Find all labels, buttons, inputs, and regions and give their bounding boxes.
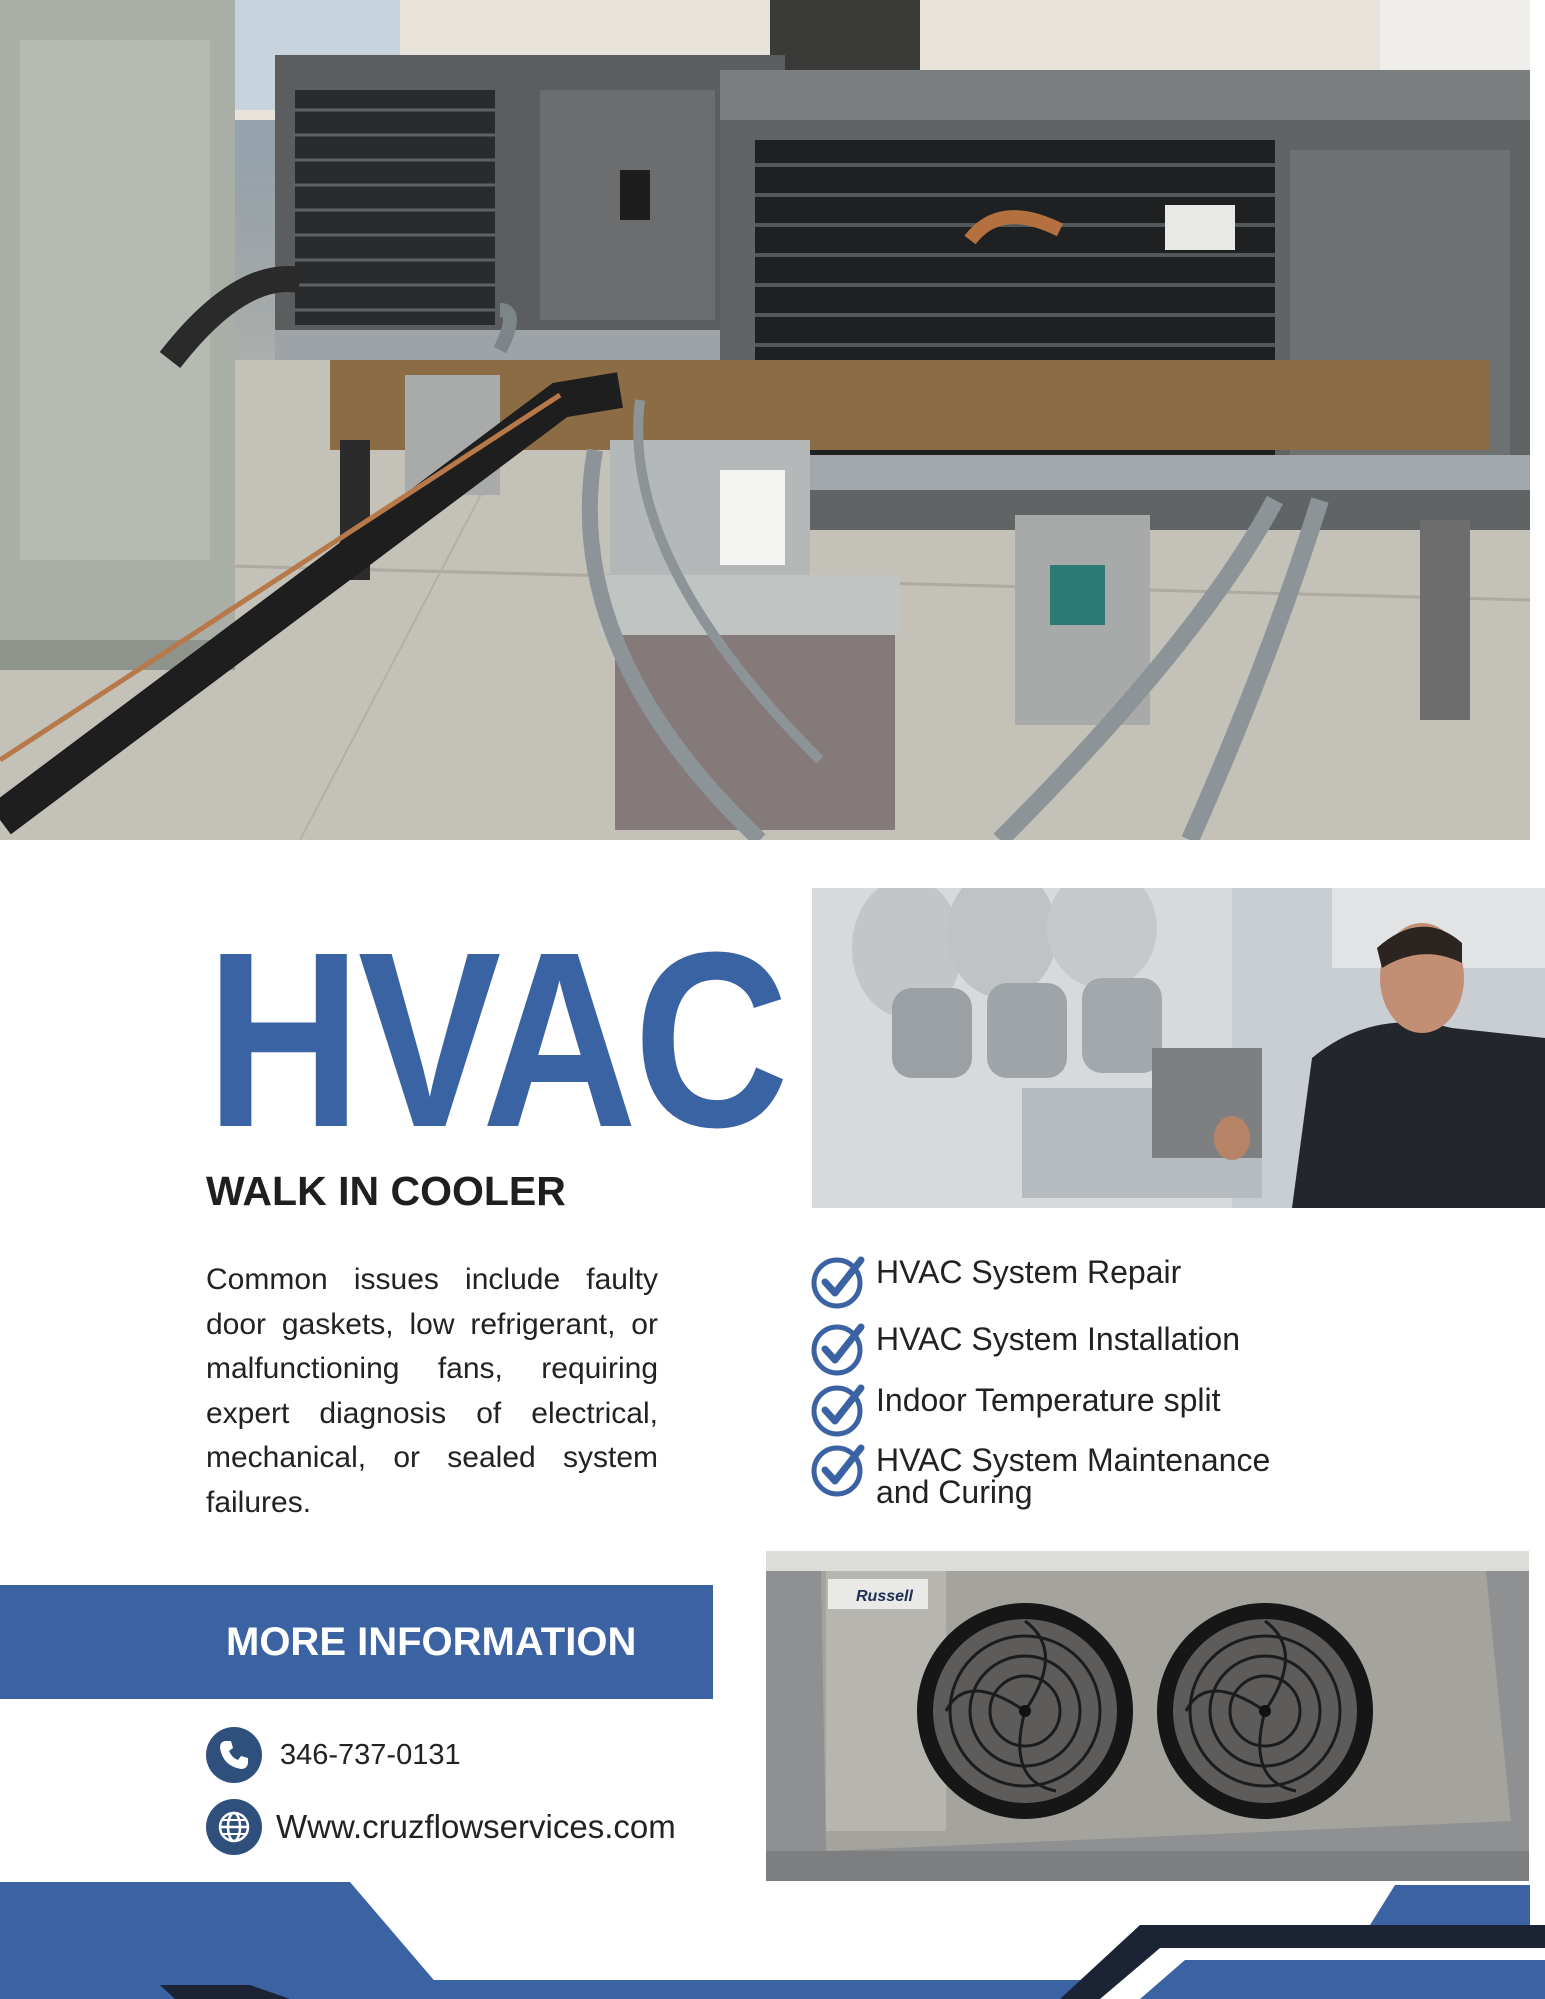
phone-contact[interactable] xyxy=(206,1727,461,1783)
page-subtitle: WALK IN COOLER xyxy=(206,1168,566,1214)
hero-photo-condensing-units xyxy=(0,0,1530,840)
phone-icon xyxy=(206,1727,262,1783)
condensing-units-illustration xyxy=(0,0,1530,840)
footer-decoration xyxy=(0,1880,1545,1999)
description-paragraph: Common issues include faulty door gaskets, low refrigerant, or malfunctioning fans, requiring expert diagnosis of electrical, mechanical, or sealed system failures. xyxy=(206,1263,658,1519)
list-item xyxy=(810,1440,1306,1508)
list-item xyxy=(810,1380,1220,1438)
evaporator-photo xyxy=(766,1551,1529,1881)
phone-number[interactable]: 346-737-0131 xyxy=(280,1738,461,1771)
check-circle-icon xyxy=(810,1319,868,1377)
check-circle-icon xyxy=(810,1440,868,1498)
technician-photo xyxy=(812,888,1545,1208)
technician-illustration xyxy=(812,888,1545,1208)
more-information-heading: MORE INFORMATION xyxy=(226,1620,637,1664)
website-url[interactable]: Www.cruzflowservices.com xyxy=(276,1808,676,1845)
globe-icon xyxy=(206,1799,262,1855)
evaporator-brand-label: Russell xyxy=(856,1588,913,1605)
list-item xyxy=(810,1319,1240,1377)
check-circle-icon xyxy=(810,1380,868,1438)
evaporator-illustration xyxy=(766,1551,1529,1881)
service-label: Indoor Temperature split xyxy=(876,1382,1221,1418)
website-contact[interactable] xyxy=(206,1799,676,1855)
service-label: HVAC System Installation xyxy=(876,1321,1240,1357)
list-item xyxy=(810,1252,1181,1310)
service-label: HVAC System Repair xyxy=(876,1254,1182,1290)
page-title: HVAC xyxy=(206,900,786,1179)
service-label: HVAC System Maintenance and Curing xyxy=(876,1442,1271,1510)
check-circle-icon xyxy=(810,1252,868,1310)
